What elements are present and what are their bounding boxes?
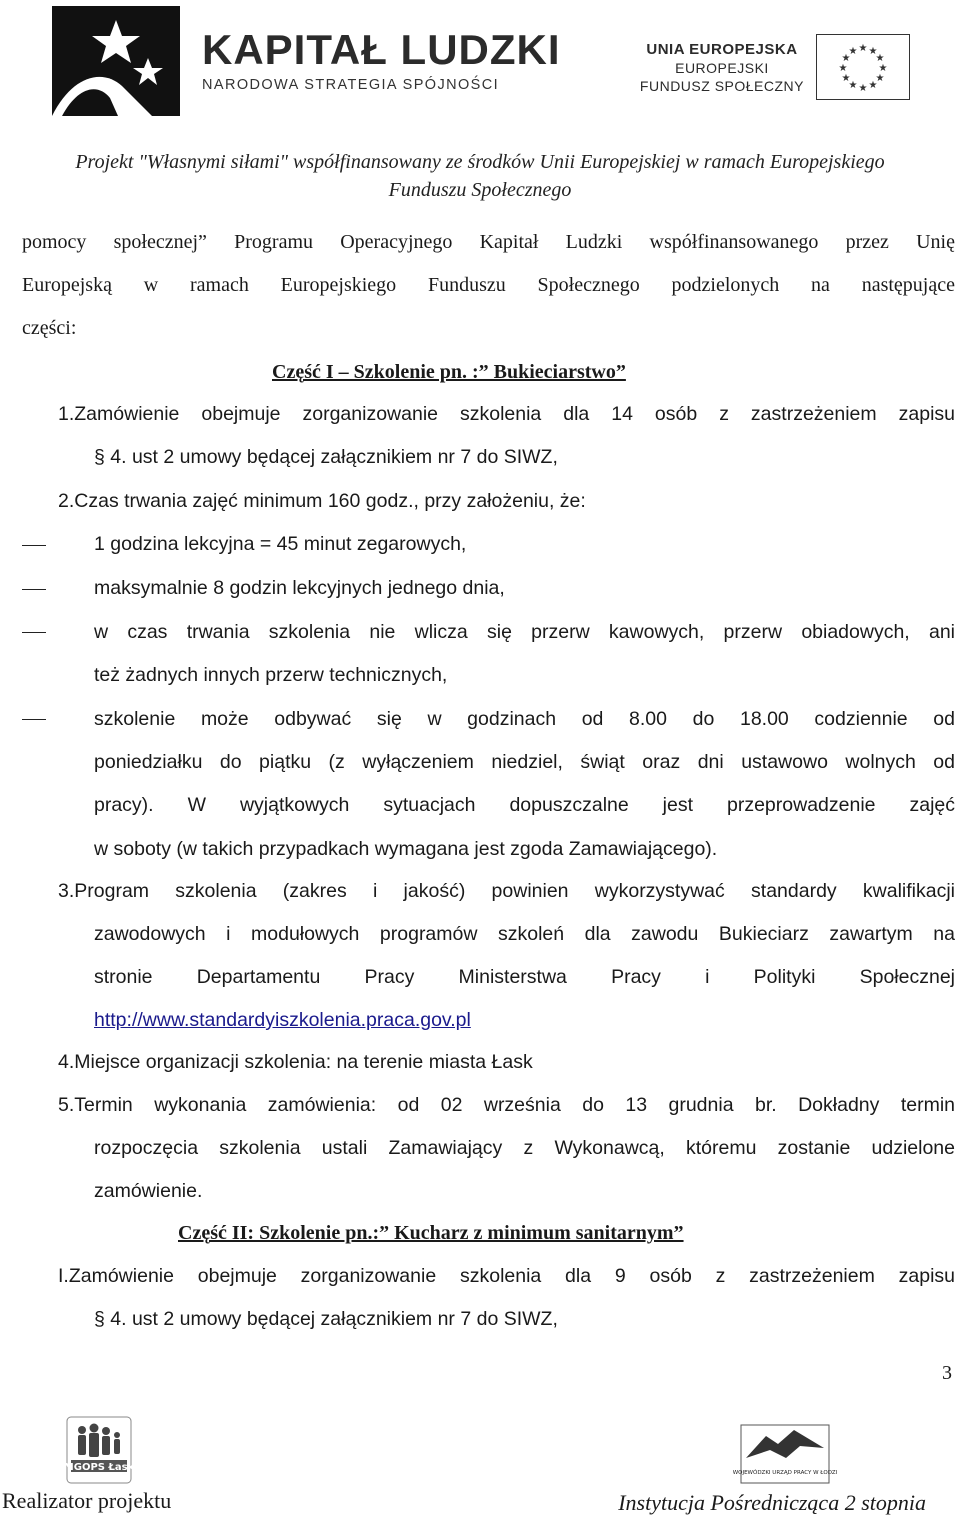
svg-text:★: ★ <box>868 46 878 57</box>
part2-item1-line2: § 4. ust 2 umowy będącej załącznikiem nr 7 do SIWZ, <box>94 1308 558 1330</box>
part1-bullet1: 1 godzina lekcyjna = 45 minut zegarowych, <box>94 533 467 555</box>
svg-text:★: ★ <box>841 53 851 64</box>
mgops-logo-text: MGOPS Łask <box>63 1462 135 1473</box>
part1-item3-line3: stronie Departamentu Pracy Ministerstwa Pracy i Polityki Społecznej <box>94 966 955 988</box>
standards-link[interactable]: http://www.standardyiszkolenia.praca.gov.pl <box>94 1009 471 1031</box>
footer-left-label: Realizator projektu <box>2 1488 172 1513</box>
svg-text:★: ★ <box>848 80 858 91</box>
part1-item3-line2: zawodowych i modułowych programów szkoleń dla zawodu Bukieciarz zawartym na <box>94 923 955 945</box>
bullet-dash-4 <box>22 719 46 720</box>
part2-item1-line1: I.Zamówienie obejmuje zorganizowanie szkolenia dla 9 osób z zastrzeżeniem zapisu <box>58 1265 955 1287</box>
part1-item1-line1: 1.Zamówienie obejmuje zorganizowanie szkolenia dla 14 osób z zastrzeżeniem zapisu <box>58 403 955 425</box>
part1-bullet4-line2: poniedziałku do piątku (z wyłączeniem niedziel, świąt oraz dni ustawowo wolnych od <box>94 751 955 773</box>
part1-bullet3-line2: też żadnych innych przerw technicznych, <box>94 664 448 686</box>
eu-logo-line3: FUNDUSZ SPOŁECZNY <box>639 77 804 94</box>
svg-text:★: ★ <box>868 80 878 91</box>
eu-flag-icon <box>816 34 910 100</box>
svg-text:★: ★ <box>875 53 885 64</box>
intro-line-2: Europejską w ramach Europejskiego Funduszu Społecznego podzielonych na następujące <box>22 274 955 296</box>
eu-logo-line1: UNIA EUROPEJSKA <box>646 40 798 58</box>
kapital-ludzki-logo <box>52 6 561 116</box>
project-line-2: Funduszu Społecznego <box>388 179 572 201</box>
logo-title: KAPITAŁ LUDZKI <box>202 26 561 73</box>
svg-text:★: ★ <box>875 73 885 84</box>
part1-bullet4-line3: pracy). W wyjątkowych sytuacjach dopuszczalne jest przeprowadzenie zajęć <box>94 794 955 816</box>
part2-title: Część II: Szkolenie pn.:” Kucharz z minimum sanitarnym” <box>178 1222 684 1244</box>
intro-line-1: pomocy społecznej” Programu Operacyjnego Kapitał Ludzki współfinansowanego przez Unię <box>22 231 955 253</box>
part1-bullet4-line4: w soboty (w takich przypadkach wymagana jest zgoda Zamawiającego). <box>94 838 718 860</box>
part1-bullet4-line1: szkolenie może odbywać się w godzinach od 8.00 do 18.00 codziennie od <box>94 708 955 730</box>
bullet-dash-1 <box>22 545 46 546</box>
part1-item5-line3: zamówienie. <box>94 1180 203 1202</box>
logo-subtitle: NARODOWA STRATEGIA SPÓJNOŚCI <box>202 77 500 93</box>
wup-lodz-logo-icon <box>732 1424 838 1484</box>
svg-text:★: ★ <box>841 73 851 84</box>
project-line-1: Projekt "Własnymi siłami" współfinansowany ze środków Unii Europejskiej w ramach Europejskiego <box>75 151 885 173</box>
eu-logo <box>640 34 910 100</box>
svg-text:★: ★ <box>858 43 868 54</box>
svg-text:★: ★ <box>878 63 888 74</box>
part1-item2-line1: 2.Czas trwania zajęć minimum 160 godz., przy założeniu, że: <box>58 490 586 512</box>
eu-logo-line2: EUROPEJSKI <box>675 59 769 76</box>
part1-bullet3-line1: w czas trwania szkolenia nie wlicza się przerw kawowych, przerw obiadowych, ani <box>94 621 955 643</box>
part1-item5-line2: rozpoczęcia szkolenia ustali Zamawiający z Wykonawcą, któremu zostanie udzielone <box>94 1137 955 1159</box>
part1-item4: 4.Miejsce organizacji szkolenia: na terenie miasta Łask <box>58 1051 533 1073</box>
kapital-ludzki-emblem-icon <box>52 6 180 116</box>
wup-logo-text: WOJEWÓDZKI URZĄD PRACY W ŁODZI <box>732 1470 838 1476</box>
svg-text:★: ★ <box>838 63 848 74</box>
bullet-dash-2 <box>22 589 46 590</box>
project-header <box>0 148 960 204</box>
mgops-logo-icon <box>63 1416 135 1484</box>
part1-bullet2: maksymalnie 8 godzin lekcyjnych jednego dnia, <box>94 577 505 599</box>
footer-right-label: Instytucja Pośrednicząca 2 stopnia <box>618 1490 926 1515</box>
bullet-dash-3 <box>22 632 46 633</box>
svg-text:★: ★ <box>858 83 868 94</box>
part1-item3-line1: 3.Program szkolenia (zakres i jakość) powinien wykorzystywać standardy kwalifikacji <box>58 880 955 902</box>
page-number: 3 <box>942 1362 952 1384</box>
part1-title: Część I – Szkolenie pn. :” Bukieciarstwo” <box>272 361 626 383</box>
part1-item5-line1: 5.Termin wykonania zamówienia: od 02 września do 13 grudnia br. Dokładny termin <box>58 1094 955 1116</box>
intro-line-3: części: <box>22 317 77 339</box>
part1-item1-line2: § 4. ust 2 umowy będącej załącznikiem nr 7 do SIWZ, <box>94 446 558 468</box>
svg-text:★: ★ <box>848 46 858 57</box>
